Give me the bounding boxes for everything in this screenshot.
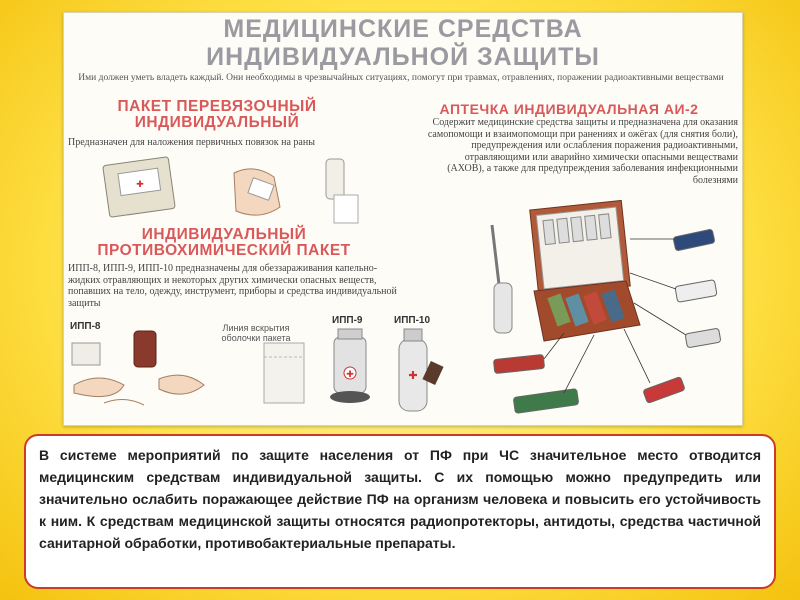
dressing-package-image <box>103 157 176 218</box>
poster-illustrations <box>64 13 742 425</box>
section-dressing-text: Предназначен для наложения первичных повязок на раны <box>68 137 315 148</box>
ipp9-canister-image <box>330 329 370 403</box>
hands-opening-package-image <box>234 169 280 215</box>
svg-text:✚: ✚ <box>136 179 144 189</box>
svg-text:✚: ✚ <box>346 369 354 379</box>
ipp8-cap-image <box>72 343 100 365</box>
syringe-tube-image <box>492 225 512 333</box>
label-ipp8: ИПП-8 <box>70 321 101 332</box>
ipp8-bottle-image <box>134 331 156 367</box>
ai2-kit-image <box>530 200 640 341</box>
poster-title-line2: ИНДИВИДУАЛЬНОЙ ЗАЩИТЫ <box>206 43 600 71</box>
info-textbox <box>24 434 776 589</box>
ipp-packet-image <box>264 343 304 403</box>
section-antichemical-text: ИПП-8, ИПП-9, ИПП-10 предназначены для обеззараживания капельно-жидких отравляющих и некоторых других химически опасных веществ, попавших на тело, одежду, инструмент, приборы и средства индивидуальной защиты <box>68 263 397 309</box>
label-ipp9: ИПП-9 <box>332 315 363 326</box>
section-first-aid-kit-title: АПТЕЧКА ИНДИВИДУАЛЬНАЯ АИ-2 <box>439 101 699 117</box>
section-antichemical-title: ИНДИВИДУАЛЬНЫЙ ПРОТИВОХИМИЧЕСКИЙ ПАКЕТ <box>97 226 351 259</box>
label-ipp10: ИПП-10 <box>394 315 431 326</box>
section-first-aid-kit-text: Содержит медицинские средства защиты и предназначена для оказания самопомощи и взаимопомощи при ранениях и ожёгах (для снятия боли), предупреждения или ослабления поражения радиоактивными, отравляющими или аварийно химически опасными веществами (АХОВ), а также для предупреждения заболевания инфекционными болезнями <box>427 117 738 186</box>
section-dressing-title: ПАКЕТ ПЕРЕВЯЗОЧНЫЙ ИНДИВИДУАЛЬНЫЙ <box>117 98 317 131</box>
label-opening-line: Линия вскрытия оболочки пакета <box>221 323 291 343</box>
svg-text:✚: ✚ <box>408 370 418 382</box>
ipp10-canister-image <box>399 329 444 411</box>
poster-title-line1: МЕДИЦИНСКИЕ СРЕДСТВА <box>223 15 583 43</box>
poster <box>63 12 743 426</box>
bandage-roll-image <box>326 159 358 223</box>
hands-ipp8-image <box>74 375 204 396</box>
poster-intro: Ими должен уметь владеть каждый. Они необходимы в чрезвычайных ситуациях, помогут при травмах, отравлениях, поражении радиоактивными веществами <box>78 73 724 83</box>
info-text: В системе мероприятий по защите населения от ПФ при ЧС значительное место отводится медицинским средствам индивидуальной защиты. С их помощью можно предупредить или значительно ослабить поражающее действие ПФ на организм человека и повысить его устойчивость к ним. К средствам медицинской защиты относятся радиопротекторы, антидоты, средства частичной санитарной обработки, противобактериальные препараты. <box>39 447 761 551</box>
